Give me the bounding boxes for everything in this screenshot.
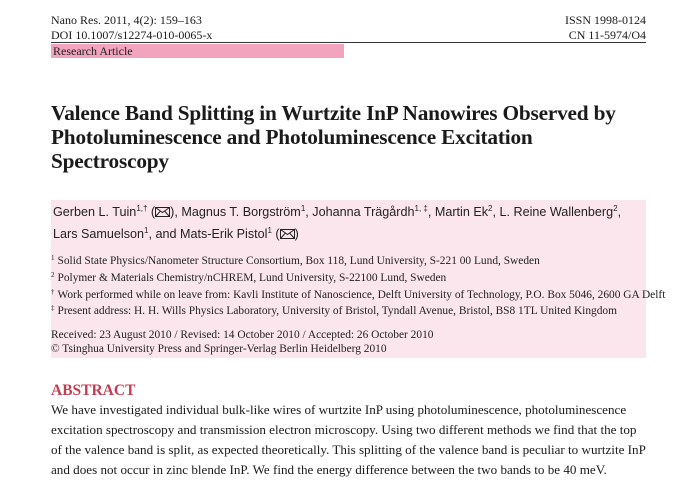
doi[interactable]: DOI 10.1007/s12274-010-0065-x: [51, 28, 213, 42]
abstract-line: and does not occur in zinc blende InP. We find the energy difference between the two bands to be 40 meV.: [51, 462, 607, 477]
issn: ISSN 1998-0124: [564, 13, 646, 27]
author-affiliation-mark: 2: [613, 204, 618, 213]
author-entry: Gerben L. Tuin$^{1,\dagger}$ ( ),: [53, 204, 182, 219]
author-name: Mats-Erik Pistol: [179, 227, 268, 241]
author-affiliation-mark: 1,†: [136, 204, 148, 213]
author-name: Martin Ek: [434, 205, 489, 219]
author-entry: Johanna Trägårdh$^{1, \ddagger}$,: [312, 204, 435, 219]
author-entry: Lars Samuelson$^1$, and: [53, 226, 180, 241]
received-dates: Received: 23 August 2010 / Revised: 14 October 2010 / Accepted: 26 October 2010: [51, 329, 434, 341]
author-affiliation-mark: 1: [300, 204, 306, 213]
author-name: Gerben L. Tuin: [53, 205, 137, 219]
affiliation-item: [51, 288, 665, 302]
journal-citation: Nano Res. 2011, 4(2): 159–163: [51, 13, 202, 27]
affiliation-mark: †: [51, 288, 55, 296]
author-affiliation-mark: 1: [144, 226, 149, 235]
author-name: Lars Samuelson: [53, 227, 145, 241]
author-name: Magnus T. Borgström: [181, 205, 301, 219]
affiliation-mark: 1: [51, 254, 55, 262]
author-name: Johanna Trägårdh: [312, 205, 415, 219]
affiliation-text: Polymer & Materials Chemistry/nCHREM, Lund University, S-22100 Lund, Sweden: [57, 272, 447, 284]
affiliation-item: [51, 254, 540, 268]
envelope-icon[interactable]: ( ): [147, 205, 175, 219]
affiliation-mark: 2: [51, 271, 55, 279]
affiliation-text: Present address: H. H. Wills Physics Laboratory, University of Bristol, Tyndall Avenue, Bristol, BS8 1TL United Kingdom: [57, 305, 617, 317]
author-affiliation-mark: 1: [267, 226, 272, 235]
abstract-body: [51, 400, 649, 480]
author-entry: [180, 227, 299, 241]
author-entry: L. Reine Wallenberg$^2$,: [499, 204, 622, 219]
cn-number: CN 11-5974/O4: [568, 28, 646, 42]
author-affiliation-mark: 2: [488, 204, 493, 213]
affiliation-text: Work performed while on leave from: Kavli Institute of Nanoscience, Delft University of Technology, P.O. Box 5046, 2600 GA Delft: [57, 289, 666, 301]
envelope-icon[interactable]: ( ): [271, 227, 299, 241]
author-entry: Magnus T. Borgström$^1$,: [181, 204, 313, 219]
author-entry: Martin Ek$^2$,: [434, 204, 500, 219]
author-list: [53, 201, 643, 245]
affiliation-item: [51, 271, 446, 285]
abstract-line: excitation spectroscopy and transmission electron microscopy. Using two different methods we find that the top: [51, 422, 637, 437]
author-name: L. Reine Wallenberg: [499, 205, 614, 219]
header-rule: [51, 42, 646, 43]
paper-title: Valence Band Splitting in Wurtzite InP Nanowires Observed by Photoluminescence and Photoluminescence Excitation Spectroscopy: [51, 101, 616, 173]
abstract-line: We have investigated individual bulk-like wires of wurtzite InP using photoluminescence, photoluminescence: [51, 402, 627, 417]
abstract-heading: ABSTRACT: [51, 382, 136, 399]
article-type-label: Research Article: [53, 44, 133, 58]
affiliation-item: [51, 304, 617, 318]
affiliation-text: Solid State Physics/Nanometer Structure Consortium, Box 118, Lund University, S-221 00 Lund, Sweden: [57, 255, 540, 267]
abstract-line: of the valence band is split, as expected theoretically. This splitting of the valence band is peculiar to wurtzite InP: [51, 442, 646, 457]
affiliation-mark: ‡: [51, 304, 55, 312]
author-affiliation-mark: 1, ‡: [414, 204, 428, 213]
copyright-line: © Tsinghua University Press and Springer-Verlag Berlin Heidelberg 2010: [51, 343, 387, 355]
